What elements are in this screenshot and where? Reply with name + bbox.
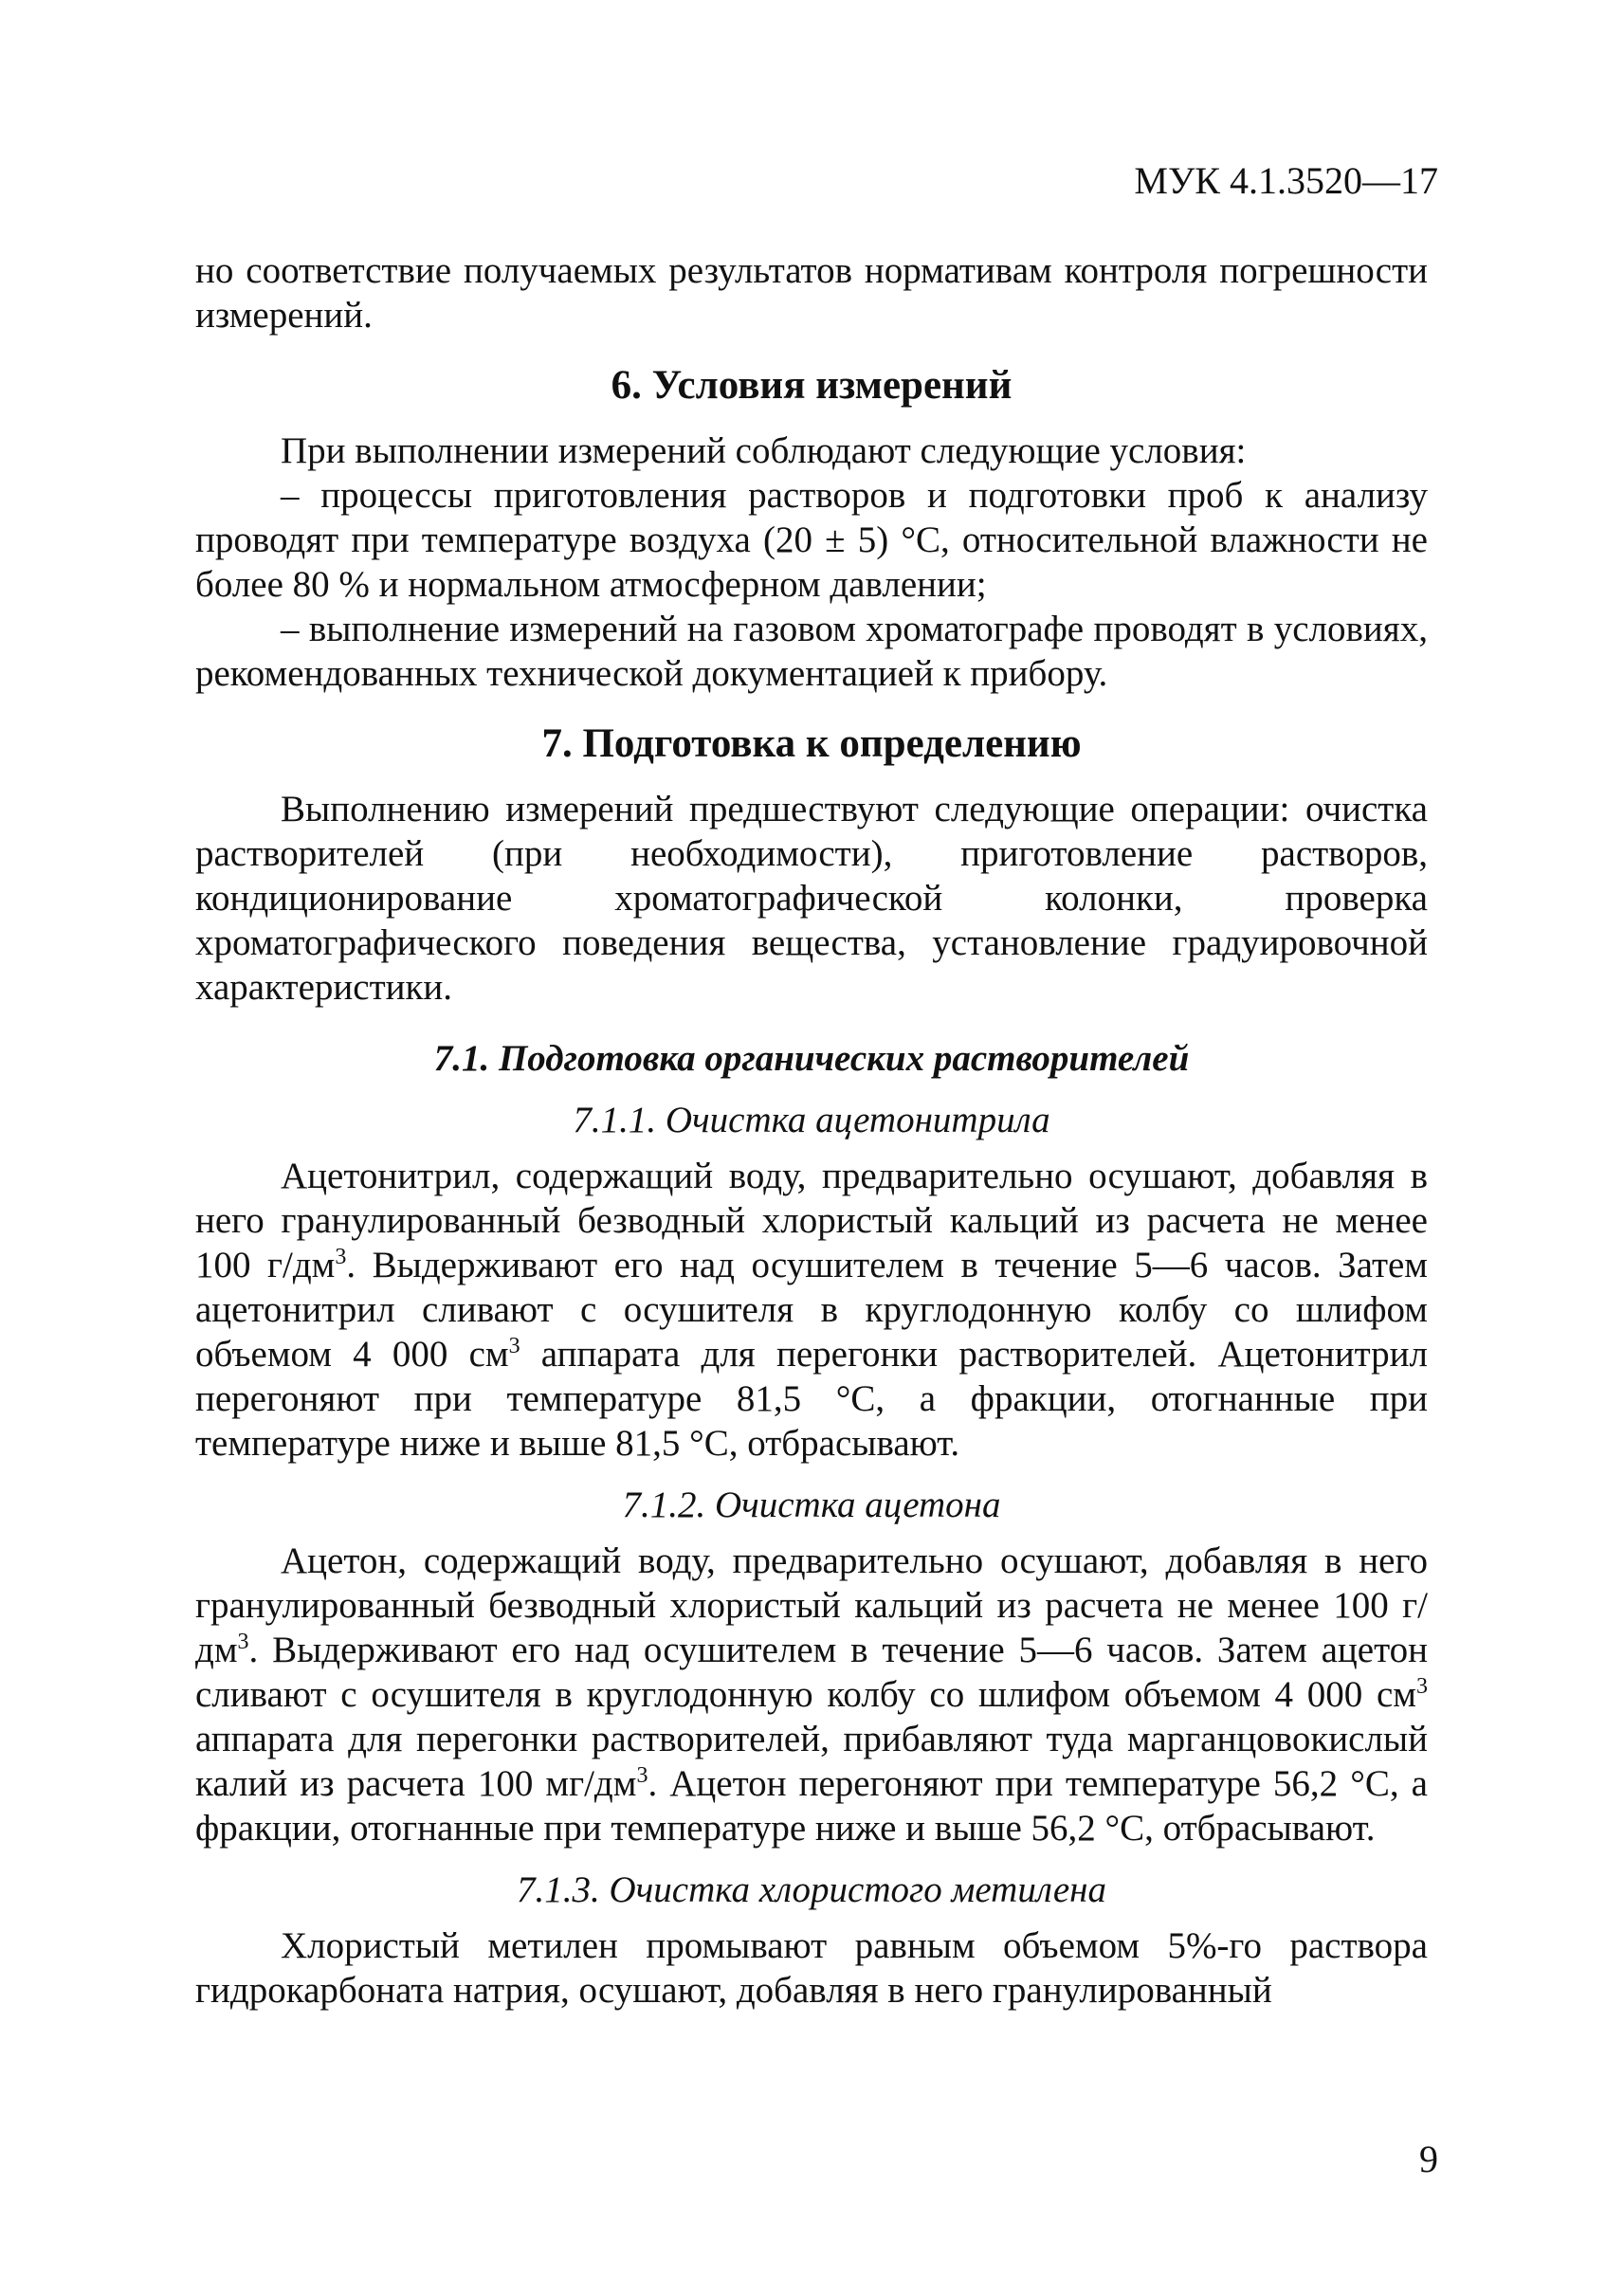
section-7-1-2-text — [195, 1539, 1428, 1850]
section-7-text: Выполнению измерений предшествуют следующие операции: очистка растворителей (при необходимости), приготовление растворов, кондиционирование хроматографической колонки, проверка хроматографического поведения вещества, установление градуировочной характеристики. — [195, 789, 1428, 1008]
section-7-1-3-text: Хлористый метилен промывают равным объемом 5%-го раствора гидрокарбоната натрия, осушают, добавляя в него гранулированный — [195, 1925, 1428, 2011]
text-fragment: . Выдерживают его над осушителем в течение 5—6 часов. Затем ацетонитрил сливают с осушителя в круглодонную колбу со шлифом объемом 4 000 см — [195, 1245, 1428, 1375]
text-fragment: Ацетон, содержащий воду, предварительно осушают, добавляя в него гранулированный безводный хлористый кальций из расчета не менее 100 г/дм — [195, 1540, 1428, 1670]
section-6-item-2: – выполнение измерений на газовом хроматографе проводят в условиях, рекомендованных технической документацией к прибору. — [195, 609, 1428, 694]
text-fragment: Ацетонитрил, содержащий воду, предварительно осушают, добавляя в него гранулированный безводный хлористый кальций из расчета не менее 100 г/дм — [195, 1156, 1428, 1285]
text-fragment: . Ацетон перегоняют при температуре 56,2 °С, а фракции, отогнанные при температуре ниже и выше 56,2 °С, отбрасывают. — [195, 1763, 1428, 1849]
section-7-1-1-title: 7.1.1. Очистка ацетонитрила — [573, 1100, 1050, 1140]
document-code-header: МУК 4.1.3520—17 — [1134, 159, 1438, 202]
superscript: 3 — [508, 1334, 520, 1358]
page-content — [195, 248, 1428, 2013]
intro-paragraph: но соответствие получаемых результатов нормативам контроля погрешности измерений. — [195, 250, 1428, 336]
page-number: 9 — [1419, 2138, 1438, 2180]
section-6-item-1: – процессы приготовления растворов и подготовки проб к анализу проводят при температуре воздуха (20 ± 5) °С, относительной влажности не более 80 % и нормальном атмосферном давлении; — [195, 475, 1428, 605]
section-7-1-2-title: 7.1.2. Очистка ацетона — [622, 1485, 1001, 1525]
section-7-1-title: 7.1. Подготовка органических растворителей — [433, 1038, 1190, 1079]
section-7-title: 7. Подготовка к определению — [541, 721, 1082, 766]
text-fragment: аппарата для перегонки растворителей. Ацетонитрил перегоняют при температуре 81,5 °С, а фракции, отогнанные при температуре ниже и выше 81,5 °С, отбрасывают. — [195, 1334, 1428, 1464]
superscript: 3 — [636, 1763, 648, 1788]
superscript: 3 — [335, 1245, 347, 1269]
superscript: 3 — [1416, 1674, 1428, 1699]
text-fragment: . Выдерживают его над осушителем в течение 5—6 часов. Затем ацетон сливают с осушителя в круглодонную колбу со шлифом объемом 4 000 см — [195, 1630, 1428, 1715]
section-7-1-3-title: 7.1.3. Очистка хлористого метилена — [517, 1869, 1106, 1910]
superscript: 3 — [237, 1630, 249, 1654]
text-fragment: аппарата для перегонки растворителей, прибавляют туда марганцовокислый калий из расчета 100 мг/дм — [195, 1719, 1428, 1804]
section-6-lead: При выполнении измерений соблюдают следующие условия: — [281, 430, 1247, 471]
section-6-title: 6. Условия измерений — [611, 363, 1013, 408]
section-7-1-1-text — [195, 1154, 1428, 1466]
